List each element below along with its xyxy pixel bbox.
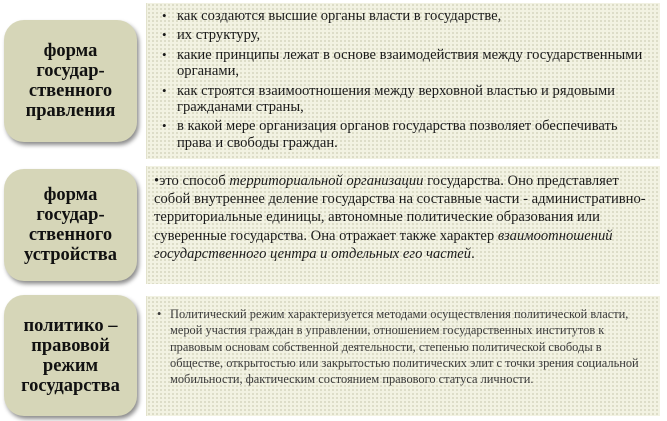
italic-term: территориальной организации bbox=[229, 173, 424, 189]
label-political-legal-regime-text: политико – правовой режим государства bbox=[21, 315, 120, 396]
list-item: • в какой мере организация органов государства позволяет обеспечивать права и свободы граждан. bbox=[162, 118, 618, 151]
bullet-icon: • bbox=[157, 307, 162, 321]
italic-term: взаимоотношений государственного центра и отдельных его частей bbox=[154, 227, 613, 262]
bullet-icon: • bbox=[162, 82, 167, 98]
paragraph-form-of-state-structure: •это способ территориальной организации государства. Оно представляет собой внутреннее деление государства на составные части - административно-территориальные единицы, автономные политические образования или суверенные государства. Она отражает также характер взаимоотношений государственного центра и отдельных его частей. bbox=[154, 173, 646, 262]
label-form-of-government bbox=[4, 20, 137, 142]
bullet-list-form-of-government bbox=[159, 8, 652, 151]
panel-political-legal-regime bbox=[146, 296, 660, 416]
label-form-of-state-structure bbox=[4, 169, 137, 281]
bullet-icon: • bbox=[162, 8, 167, 23]
label-political-legal-regime bbox=[4, 295, 137, 416]
list-item: • какие принципы лежат в основе взаимодействия между государственными органами, bbox=[162, 46, 643, 80]
paragraph-political-legal-regime: • Политический режим характеризуется методами осуществления политической власти, мерой участия граждан в управлении, отношением государственных институтов к правовым основам собственной деятельности, степенью политической свободы в обществе, открытостью или закрытостью политических элит с точки зрения социальной мобильности, фактическим состоянием правового статуса личности. bbox=[157, 307, 639, 387]
bullet-icon: • bbox=[162, 46, 167, 62]
list-item: • как создаются высшие органы власти в государстве, bbox=[162, 8, 502, 24]
list-item: • как строятся взаимоотношения между верховной властью и рядовыми гражданами страны, bbox=[162, 82, 615, 116]
bullet-icon: • bbox=[162, 118, 167, 134]
label-form-of-state-structure-text: форма государ- ственного устройства bbox=[24, 185, 117, 265]
panel-form-of-government bbox=[146, 3, 660, 159]
bullet-icon: • bbox=[162, 27, 167, 43]
panel-form-of-state-structure bbox=[146, 166, 660, 284]
list-item: • их структуру, bbox=[162, 27, 261, 44]
label-form-of-government-text: форма государ- ственного правления bbox=[25, 41, 116, 121]
